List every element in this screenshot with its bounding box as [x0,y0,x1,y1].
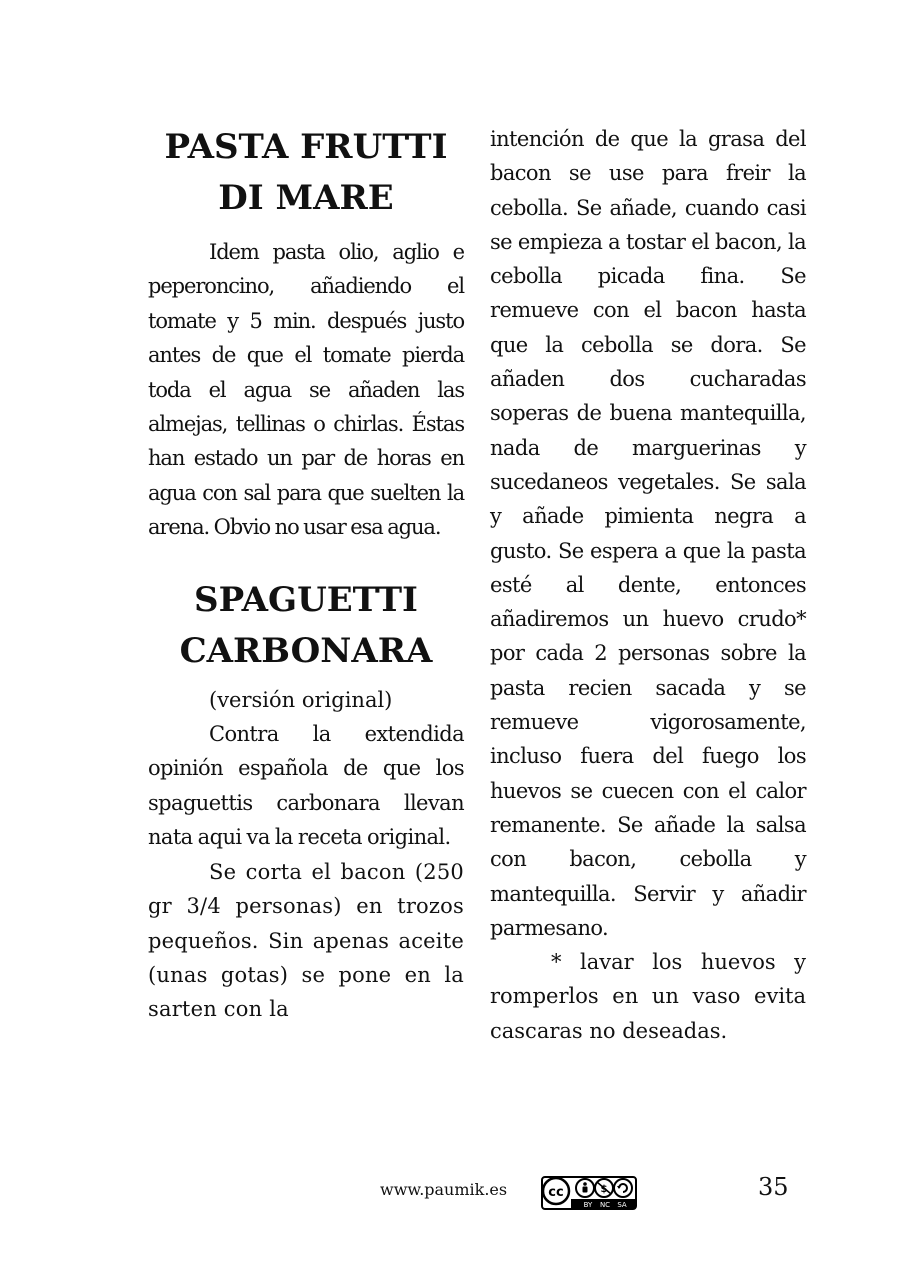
right-column [490,122,806,1048]
recipe-footnote: * lavar los huevos y romperlos en un vaso evita cascaras no deseadas. [490,950,806,1043]
recipe-paragraph-continued: intención de que la grasa del bacon se use para freir la cebolla. Se añade, cuando casi se empieza a tostar el bacon, la cebolla picada fina. Se remueve con el bacon hasta que la cebolla se dora. Se añaden dos cucharadas soperas de buena mantequilla, nada de marguerinas y sucedaneos vegetales. Se sala y añade pimienta negra a gusto. Se espera a que la pasta esté al dente, entonces añadiremos un huevo crudo* por cada 2 personas sobre la pasta recien sacada y se remueve vigorosamente, incluso fuera del fuego los huevos se cuecen con el calor remanente. Se añade la salsa con bacon, cebolla y mantequilla. Servir y añadir parmesano. [490,127,806,940]
title-line: DI MARE [218,178,394,218]
page-number: 35 [758,1173,789,1201]
title-line: SPAGUETTI [194,579,418,620]
title-line: PASTA FRUTTI [164,127,448,167]
license-label-nc: NC [599,1201,611,1209]
recipe-paragraph: Idem pasta olio, aglio e peperoncino, añadiendo el tomate y 5 min. después justo antes de que el tomate pierda toda el agua se añaden las almejas, tellinas o chirlas. Éstas han estado un par de horas en agua con sal para que suelten la arena. Obvio no usar esa agua. [148,240,464,540]
recipe-title-pasta-frutti-di-mare [148,122,464,224]
footer-website: www.paumik.es [380,1180,508,1199]
recipe-paragraph: Se corta el bacon (250 gr 3/4 personas) en trozos pequeños. Sin apenas aceite (unas gotas) se pone en la sarten con la [148,859,464,1022]
cc-by-nc-sa-icon [541,1176,637,1210]
license-label-sa: SA [617,1201,627,1209]
title-line: CARBONARA [179,630,433,671]
svg-text:cc: cc [548,1185,564,1200]
recipe-title-spaguetti-carbonara [148,575,464,677]
license-label-by: BY [583,1201,593,1209]
version-note: (versión original) [209,687,393,712]
svg-text:$: $ [600,1184,608,1195]
left-column [148,122,464,1027]
recipe-paragraph: Contra la extendida opinión española de que los spaguettis carbonara llevan nata aqui va la receta original. [148,722,464,850]
